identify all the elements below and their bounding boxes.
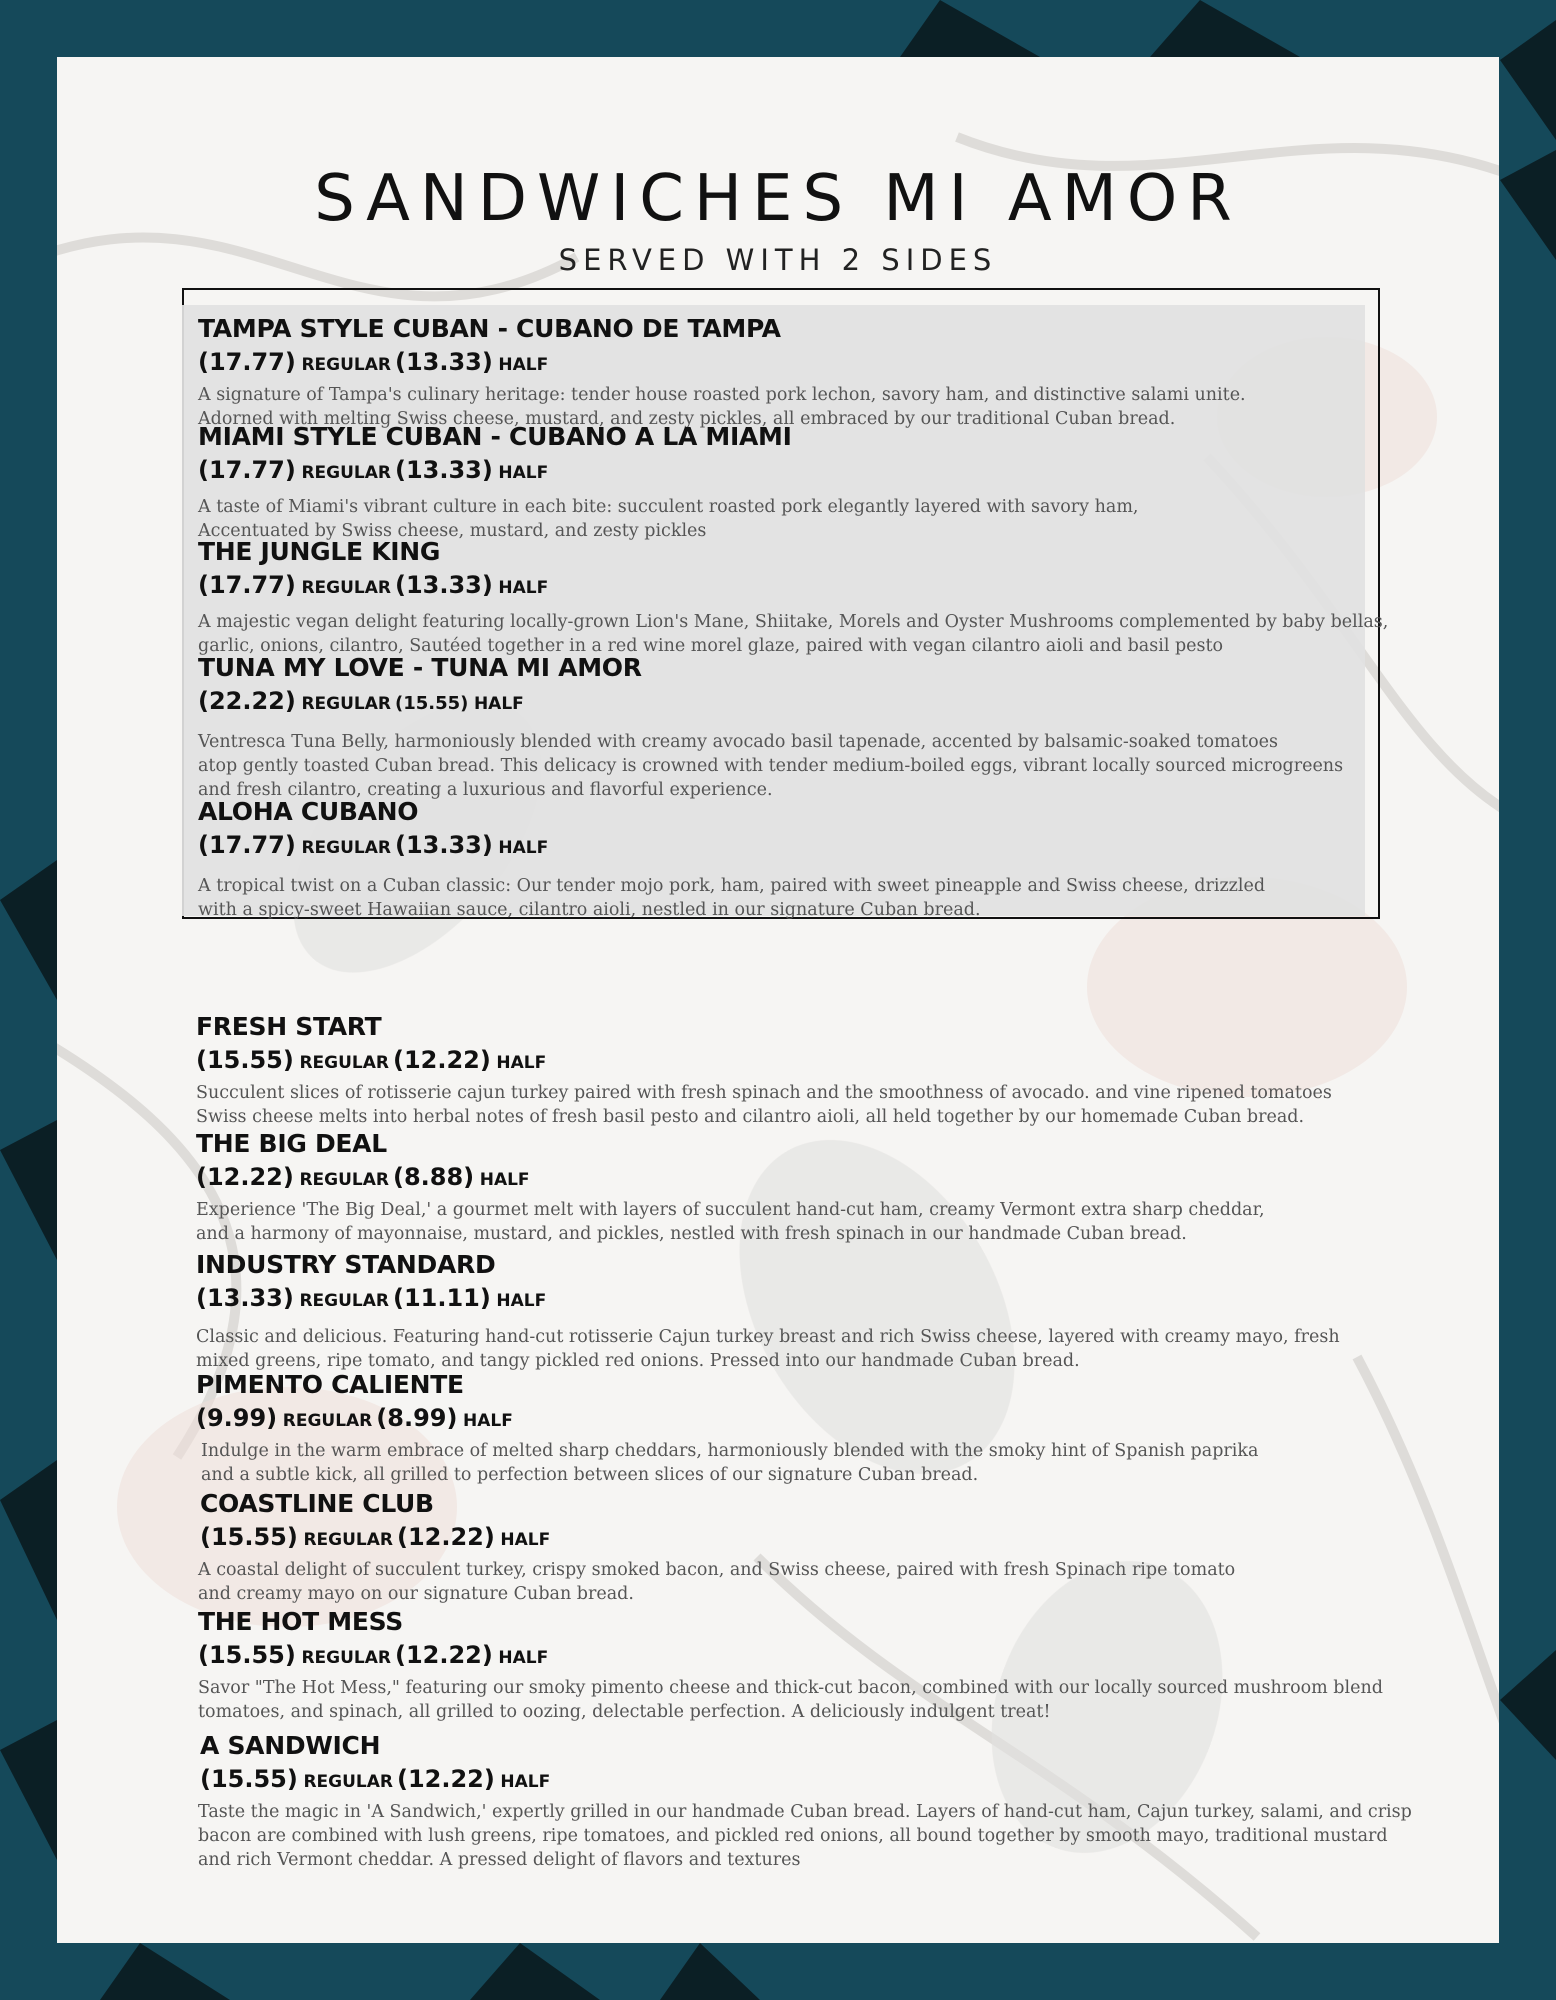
description-line: mixed greens, ripe tomato, and tangy pickled red onions. Pressed into our handmade Cuban bread. — [196, 1351, 1080, 1371]
menu-sheet — [57, 57, 1499, 1943]
description-line: Classic and delicious. Featuring hand-cut rotisserie Cajun turkey breast and rich Swiss cheese, layered with creamy mayo, fresh — [196, 1327, 1340, 1347]
regular-label: REGULAR — [299, 1170, 389, 1190]
description-line: Savor "The Hot Mess," featuring our smoky pimento cheese and thick-cut bacon, combined with our locally sourced mushroom blend — [198, 1678, 1383, 1698]
regular-price: (17.77) — [198, 571, 296, 599]
item-name: A SANDWICH — [200, 1731, 381, 1760]
regular-price: (9.99) — [196, 1404, 278, 1432]
item-price — [198, 685, 1343, 720]
half-label: HALF — [500, 1530, 551, 1550]
description-line: Swiss cheese melts into herbal notes of fresh basil pesto and cilantro aioli, all held together by our homemade Cuban bread. — [196, 1107, 1305, 1127]
item-price — [198, 829, 1265, 864]
item-price — [196, 1282, 1340, 1317]
item-description — [196, 1198, 1265, 1246]
regular-price: (15.55) — [200, 1523, 298, 1551]
item-name: FRESH START — [196, 1012, 382, 1041]
description-line: atop gently toasted Cuban bread. This delicacy is crowned with tender medium-boiled eggs, vibrant locally sourced microgreens — [198, 756, 1344, 776]
menu-item — [196, 1129, 1265, 1246]
half-price: (12.22) — [396, 1765, 495, 1793]
description-line: Experience 'The Big Deal,' a gourmet melt with layers of succulent hand-cut ham, creamy Vermont extra sharp cheddar, — [196, 1200, 1265, 1220]
half-price: (12.22) — [392, 1046, 491, 1074]
description-line: garlic, onions, cilantro, Sautéed together in a red wine morel glaze, paired with vegan cilantro aioli and basil pesto — [198, 636, 1224, 656]
description-line: and a subtle kick, all grilled to perfection between slices of our signature Cuban bread. — [201, 1465, 979, 1485]
item-description — [196, 1081, 1332, 1129]
description-line: and rich Vermont cheddar. A pressed delight of flavors and textures — [198, 1850, 801, 1870]
description-line: Accentuated by Swiss cheese, mustard, and zesty pickles — [198, 521, 707, 541]
menu-item — [198, 537, 1388, 658]
menu-item — [196, 1250, 1340, 1373]
half-price: (12.22) — [394, 1641, 493, 1669]
description-line: Adorned with melting Swiss cheese, mustard, and zesty pickles, all embraced by our traditional Cuban bread. — [198, 409, 1176, 429]
description-line: Indulge in the warm embrace of melted sharp cheddars, harmoniously blended with the smoky hint of Spanish paprika — [201, 1441, 1259, 1461]
regular-price: (15.55) — [196, 1046, 294, 1074]
item-description — [198, 874, 1265, 922]
item-name: TUNA MY LOVE - TUNA MI AMOR — [198, 653, 642, 682]
item-description — [198, 610, 1388, 658]
description-line: bacon are combined with lush greens, ripe tomatoes, and pickled red onions, all bound together by smooth mayo, traditional mustard — [198, 1826, 1388, 1846]
item-price — [200, 1763, 1412, 1798]
item-price — [196, 1161, 1265, 1196]
item-name: ALOHA CUBANO — [198, 797, 419, 826]
regular-label: REGULAR — [303, 1772, 393, 1792]
menu-item — [198, 1607, 1383, 1724]
item-price — [198, 346, 1246, 381]
half-price: (13.33) — [394, 831, 493, 859]
half-price: (11.11) — [392, 1284, 491, 1312]
item-name: PIMENTO CALIENTE — [196, 1370, 464, 1399]
regular-label: REGULAR — [301, 463, 391, 483]
half-label: HALF — [498, 355, 549, 375]
menu-title: SANDWICHES MI AMOR — [314, 162, 1242, 236]
regular-label: REGULAR — [301, 1648, 391, 1668]
description-line: and fresh cilantro, creating a luxurious and flavorful experience. — [198, 780, 773, 800]
item-price — [196, 1044, 1332, 1079]
half-label: HALF — [500, 1772, 551, 1792]
half-price: (12.22) — [396, 1523, 495, 1551]
item-name: INDUSTRY STANDARD — [196, 1250, 496, 1279]
regular-price: (22.22) — [198, 687, 296, 715]
regular-label: REGULAR — [299, 1053, 389, 1073]
item-description — [198, 1676, 1383, 1724]
regular-label: REGULAR — [301, 838, 391, 858]
regular-label: REGULAR — [301, 578, 391, 598]
menu-content — [57, 57, 1499, 1943]
item-name: TAMPA STYLE CUBAN - CUBANO DE TAMPA — [198, 314, 781, 343]
item-price — [198, 1639, 1383, 1674]
regular-label: REGULAR — [303, 1530, 393, 1550]
item-name: MIAMI STYLE CUBAN - CUBANO A LA MIAMI — [198, 422, 792, 451]
half-price: (15.55) — [394, 693, 469, 714]
regular-label: REGULAR — [299, 1291, 389, 1311]
half-label: HALF — [479, 1170, 530, 1190]
item-price — [200, 1521, 1235, 1556]
regular-price: (17.77) — [198, 456, 296, 484]
menu-item — [198, 653, 1343, 802]
regular-price: (13.33) — [196, 1284, 294, 1312]
description-line: A signature of Tampa's culinary heritage: tender house roasted pork lechon, savory ham, and distinctive salami unite. — [198, 385, 1246, 405]
item-name: COASTLINE CLUB — [200, 1489, 434, 1518]
half-price: (8.88) — [392, 1163, 475, 1191]
description-line: Taste the magic in 'A Sandwich,' expertly grilled in our handmade Cuban bread. Layers of hand-cut ham, Cajun turkey, salami, and crisp — [198, 1802, 1412, 1822]
description-line: A coastal delight of succulent turkey, crispy smoked bacon, and Swiss cheese, paired with fresh Spinach ripe tomato — [198, 1560, 1236, 1580]
half-label: HALF — [496, 1291, 547, 1311]
regular-price: (15.55) — [198, 1641, 296, 1669]
item-price — [196, 1402, 1258, 1437]
description-line: A tropical twist on a Cuban classic: Our tender mojo pork, ham, paired with sweet pineapple and Swiss cheese, drizzled — [198, 876, 1266, 896]
menu-item — [198, 797, 1265, 922]
half-price: (13.33) — [394, 571, 493, 599]
item-description — [201, 1439, 1258, 1487]
description-line: Ventresca Tuna Belly, harmoniously blended with creamy avocado basil tapenade, accented by balsamic-soaked tomatoes — [198, 732, 1278, 752]
regular-label: REGULAR — [301, 355, 391, 375]
description-line: with a spicy-sweet Hawaiian sauce, cilantro aioli, nestled in our signature Cuban bread. — [198, 900, 981, 920]
description-line: and creamy mayo on our signature Cuban bread. — [198, 1584, 634, 1604]
item-description — [198, 495, 1138, 543]
half-label: HALF — [463, 1411, 513, 1431]
regular-price: (17.77) — [198, 348, 296, 376]
item-description — [198, 1800, 1412, 1872]
menu-subtitle: SERVED WITH 2 SIDES — [558, 243, 998, 277]
menu-item — [198, 314, 1246, 431]
item-name: THE JUNGLE KING — [198, 537, 441, 566]
description-line: Succulent slices of rotisserie cajun turkey paired with fresh spinach and the smoothness of avocado. and vine ripened tomatoes — [196, 1083, 1332, 1103]
half-price: (8.99) — [376, 1404, 458, 1432]
regular-price: (15.55) — [200, 1765, 298, 1793]
item-price — [198, 569, 1388, 604]
half-label: HALF — [498, 463, 549, 483]
item-name: THE BIG DEAL — [196, 1129, 387, 1158]
item-description — [198, 1558, 1235, 1606]
regular-label: REGULAR — [282, 1411, 373, 1431]
half-label: HALF — [473, 694, 524, 714]
regular-label: REGULAR — [301, 694, 391, 714]
description-line: tomatoes, and spinach, all grilled to oozing, delectable perfection. A deliciously indulgent treat! — [198, 1702, 1051, 1722]
menu-item — [198, 422, 1138, 543]
menu-item — [196, 1370, 1258, 1487]
description-line: and a harmony of mayonnaise, mustard, and pickles, nestled with fresh spinach in our handmade Cuban bread. — [196, 1224, 1187, 1244]
half-price: (13.33) — [394, 456, 493, 484]
description-line: A majestic vegan delight featuring locally-grown Lion's Mane, Shiitake, Morels and Oyster Mushrooms complemented by baby bellas, — [198, 612, 1389, 632]
item-price — [198, 454, 1138, 489]
half-label: HALF — [498, 578, 549, 598]
regular-price: (17.77) — [198, 831, 296, 859]
half-label: HALF — [498, 1648, 549, 1668]
menu-item — [200, 1731, 1412, 1872]
regular-price: (12.22) — [196, 1163, 294, 1191]
item-name: THE HOT MESS — [198, 1607, 403, 1636]
description-line: A taste of Miami's vibrant culture in each bite: succulent roasted pork elegantly layered with savory ham, — [198, 497, 1139, 517]
menu-item — [200, 1489, 1235, 1606]
item-description — [198, 730, 1343, 802]
half-label: HALF — [498, 838, 549, 858]
half-label: HALF — [496, 1053, 547, 1073]
half-price: (13.33) — [394, 348, 493, 376]
menu-item — [196, 1012, 1332, 1129]
item-description — [196, 1325, 1340, 1373]
